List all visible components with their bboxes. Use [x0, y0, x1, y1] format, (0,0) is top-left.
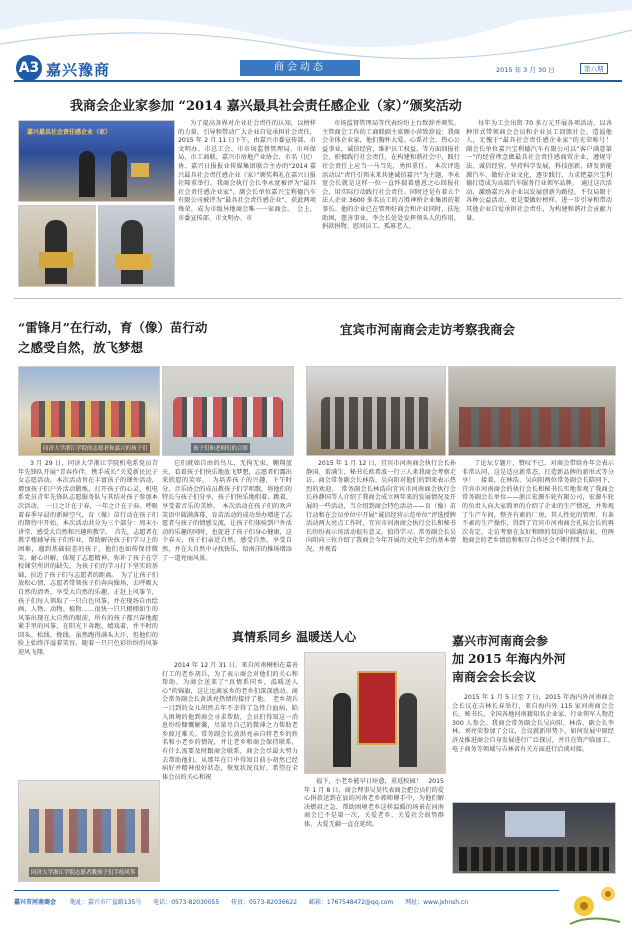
award-plaque	[131, 163, 149, 177]
article3-col2: 了论坛专题片，赞叹不已，对商会带给办年会表示非常认同，这是适应新常态，打造新品牌的新形式等分享！ 接着，在林浩、吴向阳两位常务副会长陪同下，宜宾市河南商会的执行会长和秘书长实地参观了我商会常务副会长单位——浙江宏源车轮有限公司，宏源车轮的负责人向大家简单的介绍了企业的生产情况，并参观了生产车间，整齐有素的厂房，其人性化的管理、有条不紊的生产操作，得到了宜宾市河南商会孔际会长的再次肯定，走访考察在友好和睦的氛围中圆满结束，但两地商会的老乡情谊和相互合作还会不断持续下去。	[462, 460, 614, 545]
article3-col1: 2015 年 1 月 12 日，宜宾市河南商会执行会长孙静国、雷满生、秘书长欧希波一行三人来我商会考察走访，商会常务副会长林浩、吴向阳对他们的到来表示热烈的欢迎。 常务副会长林浩向宜宾市河南商会执行会长孙静国等人介绍了我商会成立两年来的发展情况及开展的一些活动，当介绍到商会特色活动——育（像）苗行动和在会员单位中开展“诚信经营示范单位”评选授牌活动两大亮点工作时，宜宾市河南商会执行会长和秘书长纷纷表示该活动很有意义，值得学习。常务副会长吴向阳向三位介绍了我商会今年开展的文化年会的基本情况，并观看	[306, 460, 456, 553]
article3-photo-2	[448, 366, 616, 456]
article5-photo	[452, 802, 616, 874]
footer-email[interactable]: 1767548472@qq.com	[326, 899, 394, 906]
photo-plaque	[39, 252, 73, 268]
article2-col2: 它们就如自由的鸟儿，无拘无束，翱翔蓝天，看着孩子们快乐地放飞梦想，志愿者们露出来欣慰的笑容。 为培养孩子的兴趣，下午时分，音乐协会的成员教孩子们学唱歌，将他们的特长与孩子们分享，孩子们快乐地唱着，跳着，享受着音乐的美妙。 本次活动在孩子们的欢声笑语中圆满落幕，育苗活动的成功举办增进了志愿者与孩子的情感交流，让孩子们体验到户外活动的乐趣的同时，也促进了孩子们身心健康，这个春天，孩子们亲近自然，感受自然，享受自然，并在大自然中寻找快乐，给南洋的推场增添了一道亮丽风景。	[162, 460, 292, 562]
footer-email-label: 邮箱：	[308, 899, 327, 906]
footer-address: 嘉兴市广益路135号	[87, 899, 142, 906]
award-person-2	[111, 151, 127, 197]
article2-photo-1	[18, 366, 160, 456]
article1-photo-top	[18, 120, 175, 202]
footer-phone-label: 电话：	[153, 899, 172, 906]
article2-caption2: 孩子们和老师们的合影	[191, 443, 250, 453]
footer-fax-label: 传真：	[231, 899, 250, 906]
article3-title: 宜宾市河南商会走访考察我商会	[340, 322, 516, 337]
page-code-badge: A3	[16, 55, 42, 81]
page-header	[0, 0, 632, 84]
footer-fax: 0573-82036622	[249, 899, 298, 906]
article4-col2: 福下，小老乡能早日痊愈，重返校园！ 2015 年 1 月 8 日，商会理事吴昊代表商会把会员们的爱心捐款送到在县的河南老乡郭师傅手中，为他们解决燃眉之急，帮助困境老乡这样温暖的场景在河南商会已不是第一次，关爱老乡、关爱社会弱势群体、大爱无疆一直在延续。	[304, 778, 444, 828]
photo-person	[399, 693, 417, 767]
footer-rule	[14, 890, 559, 891]
footer-bar	[14, 896, 559, 910]
article2-caption1: 同济大学浙江学院的志愿者和嘉兴的孩子们	[41, 443, 150, 453]
article2-caption3: 同济大学浙江学院志愿者教孩子们手绘风筝	[29, 867, 138, 877]
article2-photo-3	[18, 780, 160, 882]
photo-group	[31, 401, 147, 437]
article4-photo	[304, 652, 446, 774]
article1-photo-right	[98, 205, 175, 287]
article5-title-line3: 南商会会长会议	[452, 670, 537, 684]
article5-title-line2: 加 2015 年海内外河	[452, 652, 566, 666]
photo-banner-flag	[357, 671, 397, 745]
section-bar: 商会动态	[240, 60, 360, 76]
photo-group	[173, 397, 283, 437]
header-rule	[14, 80, 622, 82]
article2-photo-2	[162, 366, 294, 456]
article3-photo-1	[306, 366, 446, 456]
photo-stage-screen	[505, 811, 565, 837]
article4-col1: 2014 年 12 月 31 日，来自河南桐柏在嘉善打工的老乡胡兵，为了表示商会对他们的关心和帮助，为商会送来了“真情系同乡，温暖送人心”的锦旗，这让远离家乡的老乡们深深感动。商会常务副会长黄洪亮热情的接待了他。 老乡胡兵一日到的女儿胡然去年不幸得了急性白血病，陷入困境的他到商会寻求帮助，会员们得知这一消息纷纷慷慨解囊，尽量尽自己的微薄之力帮助老乡渡过难关。常务副会长黄洪亮亲自将老乡的姓名和小老乡的情况，并让老乡和商会保持联系，有什么需要及时跟商会联系，商会会尽最大努力去帮助他们。从那年在口中得知目前小胡然已经病好并精神很好状态，恢复状况良好，希望在全体会员的关心和祝	[162, 662, 298, 781]
article2-title-line2: 之感受自然，放飞梦想	[18, 340, 144, 355]
award-banner-text: 嘉兴最具社会责任感企业（家）	[27, 129, 112, 136]
footer-web-label: 网址：	[405, 899, 424, 906]
article4-title: 真情系同乡 温暖送人心	[232, 630, 357, 644]
photo-person	[333, 693, 351, 767]
article1-title: 我商会企业家参加 “2014 嘉兴最具社会责任感企业（家）”颁奖活动	[70, 99, 462, 114]
footer-org: 嘉兴市河南商会	[14, 899, 57, 906]
photo-person	[121, 220, 143, 284]
article2-title-line1: “雷锋月”在行动，育（像）苗行动	[18, 320, 208, 335]
photo-children	[29, 809, 149, 853]
article5-col1: 2015 年 1 月 5 日至 7 日，2015 年海内外河南商会会长议在吉林长春举行，来自海内外 115 家河南商会会长、秘书长、全国各地河南籍知名企业家、行业领军人物近 300 人参会。我商会常务副会长吴向阳、林浩、副会长李林、刘亮荣参加了会议，会议就新形势下，如何发展中原经济及推进商会自身发展进行广泛探讨，并且在资产临加工、电子商务等领域与吉林省有关方面进行洽谈对接。	[452, 694, 614, 753]
issue-date: 2015 年 3 月 30 日	[496, 66, 555, 74]
issue-number: 第六期	[580, 63, 608, 74]
footer-address-label: 地址：	[69, 899, 88, 906]
flower-decoration	[560, 880, 630, 930]
article1-col3: 每年为工会出资 70 多万元开展各项活动，以各种形式带领商会会员和企业员工回馈社会，造福他人，无愧于“最具社会责任感企业家”的光荣称号！ 副会长单位嘉兴宝利德汽车有限公司以“客户满意第一”的经营理念做最具社会责任感商贸企业，遵规守法、诚信经营，坚持科学发展，科技创新，研发新能源汽车，做好企业文化，逐步践行，力求把嘉兴宝利德打造成为高端汽车服务行业领军品牌。 通过这次活动，激励嘉兴各企业以发展创新为路径，不仅局限于各种公益活动，更是要做好榜样，进一步引导和带动其他企业自觉承担社会责任，为构建和谐社会贡献力量。	[466, 120, 619, 222]
article2-col1: 3 月 29 日，同济大学浙江学院机电系党员青年先锋队开展“青春作伴，携手成长”关爱新民民子女志愿活动。本次活动旨在丰富孩子的课外活动，增加孩子们户外活动锻炼，打开孩子的心灵，机电系党员青年先锋队志愿服务队与其结对孩子参加本次活动。 一日之计在于春，一年之计在于春。呼吸着春季早晨的新鲜空气，育（像）苗行动在孩子们的期待中开始，本次活动共分为三个部分：周末小讲堂、感受大自然和兴趣班教学。 首先，志愿者在教学楼辅导孩子们作业，帮助解决孩子们学习上的困难，遇到基础较差的孩子，他们也如传保持微笑，耐心讲解，体现了志愿精神，弥补了孩子在学校课堂所讲的缺失，为孩子们的学习打下坚实的基础，拉近了孩子们与志愿者的距离。 为了让孩子们放松心情，志愿者带领孩子们奔向操场，去呼吸大自然的清香，享受大自然的乐趣，正赶上风筝节，孩子们每人领取了一只白色风筝，并在现场自由绘画，人物、动物、植物……很快一只只栩栩如生的风筝出现在大自然的眼前，所有的孩子都兴奋地握紧手里的风筝，在阳光下奔跑、嬉戏着，并不时的回头、松线、挽线。虽然跑得满头大汗，但他们的脸上始终洋溢着笑容，随着一只只色彩纷纷的风筝迎风飞翔，	[18, 460, 158, 657]
award-person-1	[79, 151, 95, 197]
divider	[14, 298, 622, 299]
footer-web-link[interactable]: www.jxhnsh.cn	[423, 899, 469, 906]
photo-visitors	[321, 397, 431, 449]
article1-photo-left	[18, 205, 96, 287]
photo-audience	[459, 847, 609, 871]
photo-factory	[459, 407, 605, 447]
footer-phone: 0573-82030055	[171, 899, 220, 906]
article5-title-line1: 嘉兴市河南商会参	[452, 634, 549, 648]
photo-plaque	[115, 254, 151, 270]
article1-col2: 市场监督管理局等代表纷纷上台致辞并颁奖。主管商会工作的工商联副主席顾小萍致辞说：我商会全体企业家，他们胸怀大爱、心系社会，热心公益事业，诚信经营、维护员工权益，等方面回报社会、积极践行社会责任，在构建和谐社会中，践行社会责任上应当一马当先，勇担重任。 本次评选活动以“责任引领未来共建诚信嘉兴”为主题，李永宽会长就是这样一位一直怀揣着感恩之心回报社会，用实际行动践行社会责任。同时还是有着五个法人企业 3600 多名员工的万胜神桥企业集团的董事长。他的企业已在管理好商会和企业同时，扶危助困，慈善事业，李会长处处发挥领头人的作用，捐款捐物、慰问员工、孤寡老人、	[322, 120, 460, 231]
paper-name: 嘉兴豫商	[46, 61, 111, 79]
article1-col1: 为了提高各界对企业社会责任的认知，以榜样的力量，引导和带动广大企业自觉承担社会责任，2015 年 2 月 11 日下午，由嘉兴市委宣传部、市文明办、市总工会、市市场监督管理局、市环保局、市工商联、嘉兴市房地产业协会、市名（民）协、嘉兴日报报业传媒集团联合主办的“2014 嘉兴最具社会责任感企业（家）”颁奖典礼在嘉兴日报社隆重举行。我商会执行会长李永宽被评为“最具社会责任感企业家”，副会长单位嘉兴宝利德汽车有限公司被评为“最具社会责任感企业”，获此两项殊荣，成为市级异地商会唯一一家商会。 会上，市委宣传部、市文明办、市	[178, 120, 316, 222]
